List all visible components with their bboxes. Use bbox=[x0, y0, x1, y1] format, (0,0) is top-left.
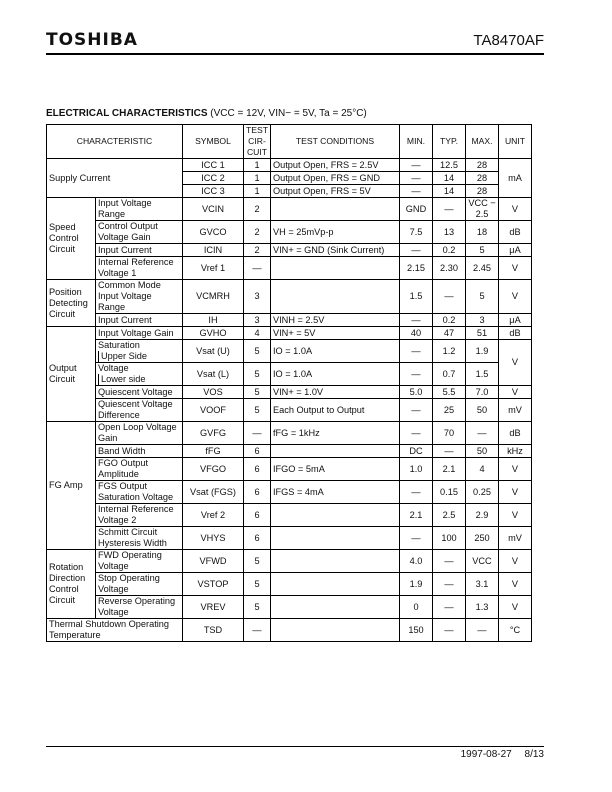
typ-cell: 5.5 bbox=[433, 386, 466, 399]
test-circuit-cell: 6 bbox=[244, 445, 271, 458]
typ-cell: — bbox=[433, 573, 466, 596]
test-circuit-cell: — bbox=[244, 422, 271, 445]
symbol-cell: Vref 2 bbox=[183, 504, 244, 527]
test-conditions-cell: IO = 1.0A bbox=[271, 340, 400, 363]
typ-cell: 25 bbox=[433, 399, 466, 422]
symbol-cell: GVFG bbox=[183, 422, 244, 445]
table-header-row bbox=[47, 125, 532, 159]
test-circuit-cell: 4 bbox=[244, 327, 271, 340]
min-cell: 4.0 bbox=[400, 550, 433, 573]
min-cell: — bbox=[400, 399, 433, 422]
table-row bbox=[47, 198, 532, 221]
min-cell: — bbox=[400, 159, 433, 172]
symbol-cell: Vsat (L) bbox=[183, 363, 244, 386]
footer-page: 8/13 bbox=[524, 749, 544, 760]
min-cell: 2.1 bbox=[400, 504, 433, 527]
max-cell: 50 bbox=[466, 399, 499, 422]
typ-cell: 0.7 bbox=[433, 363, 466, 386]
table-row bbox=[47, 619, 532, 642]
typ-cell: 47 bbox=[433, 327, 466, 340]
symbol-cell: IH bbox=[183, 314, 244, 327]
test-conditions-cell: VH = 25mVp-p bbox=[271, 221, 400, 244]
table-row bbox=[47, 257, 532, 280]
typ-cell: — bbox=[433, 550, 466, 573]
max-cell: 250 bbox=[466, 527, 499, 550]
test-conditions-cell: IO = 1.0A bbox=[271, 363, 400, 386]
min-cell: — bbox=[400, 172, 433, 185]
table-row bbox=[47, 221, 532, 244]
table-row bbox=[47, 527, 532, 550]
unit-cell: V bbox=[499, 198, 532, 221]
unit-cell: V bbox=[499, 481, 532, 504]
unit-cell: dB bbox=[499, 422, 532, 445]
symbol-cell: VCMRH bbox=[183, 280, 244, 314]
unit-cell: V bbox=[499, 386, 532, 399]
col-typ: TYP. bbox=[433, 125, 466, 159]
characteristic-cell: Schmitt Circuit Hysteresis Width bbox=[96, 527, 183, 550]
max-cell: 28 bbox=[466, 185, 499, 198]
symbol-cell: VFWD bbox=[183, 550, 244, 573]
col-min: MIN. bbox=[400, 125, 433, 159]
min-cell: 7.5 bbox=[400, 221, 433, 244]
typ-cell: 0.2 bbox=[433, 244, 466, 257]
characteristic-cell: Internal Reference Voltage 1 bbox=[96, 257, 183, 280]
test-circuit-cell: 1 bbox=[244, 159, 271, 172]
test-conditions-cell: fFG = 1kHz bbox=[271, 422, 400, 445]
test-conditions-cell bbox=[271, 527, 400, 550]
test-conditions-cell bbox=[271, 573, 400, 596]
symbol-cell: VHYS bbox=[183, 527, 244, 550]
typ-cell: — bbox=[433, 280, 466, 314]
typ-cell: 2.30 bbox=[433, 257, 466, 280]
col-characteristic: CHARACTERISTIC bbox=[47, 125, 183, 159]
test-circuit-cell: 5 bbox=[244, 399, 271, 422]
min-cell: — bbox=[400, 314, 433, 327]
min-cell: — bbox=[400, 422, 433, 445]
characteristic-cell: Input Current bbox=[96, 244, 183, 257]
typ-cell: 12.5 bbox=[433, 159, 466, 172]
test-conditions-cell: IFGS = 4mA bbox=[271, 481, 400, 504]
max-cell: 18 bbox=[466, 221, 499, 244]
min-cell: 1.5 bbox=[400, 280, 433, 314]
test-circuit-cell: 2 bbox=[244, 244, 271, 257]
test-circuit-cell: 6 bbox=[244, 458, 271, 481]
characteristic-cell: Input Voltage Range bbox=[96, 198, 183, 221]
test-conditions-cell: VINH = 2.5V bbox=[271, 314, 400, 327]
test-circuit-cell: 6 bbox=[244, 527, 271, 550]
characteristic-cell: Open Loop Voltage Gain bbox=[96, 422, 183, 445]
symbol-cell: fFG bbox=[183, 445, 244, 458]
max-cell: 2.9 bbox=[466, 504, 499, 527]
table-row bbox=[47, 280, 532, 314]
max-cell: VCC − 2.5 bbox=[466, 198, 499, 221]
typ-cell: 2.1 bbox=[433, 458, 466, 481]
col-symbol: SYMBOL bbox=[183, 125, 244, 159]
group-label: Rotation Direction Control Circuit bbox=[47, 550, 96, 619]
table-row bbox=[47, 399, 532, 422]
typ-cell: — bbox=[433, 596, 466, 619]
test-conditions-cell bbox=[271, 280, 400, 314]
table-row bbox=[47, 481, 532, 504]
symbol-cell: Vsat (U) bbox=[183, 340, 244, 363]
min-cell: 1.9 bbox=[400, 573, 433, 596]
characteristic-cell: FGO Output Amplitude bbox=[96, 458, 183, 481]
test-conditions-cell: Output Open, FRS = GND bbox=[271, 172, 400, 185]
characteristic-cell: Input Current bbox=[96, 314, 183, 327]
max-cell: 3.1 bbox=[466, 573, 499, 596]
col-test-circuit: TEST CIR-CUIT bbox=[244, 125, 271, 159]
test-conditions-cell: IFGO = 5mA bbox=[271, 458, 400, 481]
symbol-cell: Vref 1 bbox=[183, 257, 244, 280]
section-title bbox=[46, 108, 367, 119]
characteristic-cell: Stop Operating Voltage bbox=[96, 573, 183, 596]
characteristic-cell bbox=[96, 363, 183, 386]
min-cell: — bbox=[400, 527, 433, 550]
typ-cell: — bbox=[433, 445, 466, 458]
test-circuit-cell: 2 bbox=[244, 198, 271, 221]
group-label: FG Amp bbox=[47, 422, 96, 550]
test-conditions-cell: Output Open, FRS = 2.5V bbox=[271, 159, 400, 172]
test-circuit-cell: 3 bbox=[244, 280, 271, 314]
min-cell: — bbox=[400, 363, 433, 386]
unit-cell: mV bbox=[499, 527, 532, 550]
test-circuit-cell: 5 bbox=[244, 573, 271, 596]
table-row bbox=[47, 422, 532, 445]
typ-cell: 1.2 bbox=[433, 340, 466, 363]
symbol-cell: VSTOP bbox=[183, 573, 244, 596]
table-row bbox=[47, 314, 532, 327]
max-cell: — bbox=[466, 619, 499, 642]
company-logo: TOSHIBA bbox=[46, 30, 138, 50]
table-row bbox=[47, 504, 532, 527]
table-row bbox=[47, 244, 532, 257]
max-cell: 4 bbox=[466, 458, 499, 481]
characteristic-cell: Input Voltage Gain bbox=[96, 327, 183, 340]
col-max: MAX. bbox=[466, 125, 499, 159]
characteristic-cell: Quiescent Voltage Difference bbox=[96, 399, 183, 422]
table-row bbox=[47, 573, 532, 596]
symbol-cell: VFGO bbox=[183, 458, 244, 481]
section-title-conditions: (VCC = 12V, VIN− = 5V, Ta = 25°C) bbox=[210, 108, 367, 119]
test-conditions-cell: Each Output to Output bbox=[271, 399, 400, 422]
unit-cell: dB bbox=[499, 327, 532, 340]
unit-cell: μA bbox=[499, 314, 532, 327]
max-cell: VCC bbox=[466, 550, 499, 573]
min-cell: 1.0 bbox=[400, 458, 433, 481]
unit-cell: kHz bbox=[499, 445, 532, 458]
unit-cell: V bbox=[499, 573, 532, 596]
min-cell: — bbox=[400, 481, 433, 504]
symbol-cell: GVCO bbox=[183, 221, 244, 244]
unit-cell: V bbox=[499, 504, 532, 527]
test-circuit-cell: 5 bbox=[244, 363, 271, 386]
unit-cell: V bbox=[499, 340, 532, 386]
unit-cell: dB bbox=[499, 221, 532, 244]
symbol-cell: VCIN bbox=[183, 198, 244, 221]
characteristic-cell: Control Output Voltage Gain bbox=[96, 221, 183, 244]
typ-cell: 0.15 bbox=[433, 481, 466, 504]
typ-cell: 0.2 bbox=[433, 314, 466, 327]
min-cell: 5.0 bbox=[400, 386, 433, 399]
test-circuit-cell: 6 bbox=[244, 504, 271, 527]
symbol-cell: Vsat (FGS) bbox=[183, 481, 244, 504]
max-cell: 5 bbox=[466, 244, 499, 257]
test-circuit-cell: — bbox=[244, 257, 271, 280]
test-circuit-cell: 2 bbox=[244, 221, 271, 244]
symbol-cell: VOOF bbox=[183, 399, 244, 422]
group-label: Thermal Shutdown Operating Temperature bbox=[47, 619, 183, 642]
symbol-cell: ICIN bbox=[183, 244, 244, 257]
unit-cell: °C bbox=[499, 619, 532, 642]
test-circuit-cell: 1 bbox=[244, 172, 271, 185]
table-row bbox=[47, 386, 532, 399]
unit-cell: V bbox=[499, 257, 532, 280]
table-row bbox=[47, 458, 532, 481]
symbol-cell: VOS bbox=[183, 386, 244, 399]
group-label: Output Circuit bbox=[47, 327, 96, 422]
min-cell: 2.15 bbox=[400, 257, 433, 280]
symbol-cell: GVHO bbox=[183, 327, 244, 340]
test-circuit-cell: 3 bbox=[244, 314, 271, 327]
characteristic-cell: Band Width bbox=[96, 445, 183, 458]
table-row bbox=[47, 327, 532, 340]
page-footer bbox=[451, 749, 544, 760]
characteristic-label: Saturation bbox=[98, 340, 140, 350]
typ-cell: 14 bbox=[433, 172, 466, 185]
unit-cell: mV bbox=[499, 399, 532, 422]
unit-cell: μA bbox=[499, 244, 532, 257]
symbol-cell: TSD bbox=[183, 619, 244, 642]
max-cell: 0.25 bbox=[466, 481, 499, 504]
min-cell: 0 bbox=[400, 596, 433, 619]
table-row bbox=[47, 445, 532, 458]
unit-cell: V bbox=[499, 280, 532, 314]
test-conditions-cell bbox=[271, 619, 400, 642]
max-cell: 28 bbox=[466, 172, 499, 185]
max-cell: 1.3 bbox=[466, 596, 499, 619]
test-circuit-cell: 1 bbox=[244, 185, 271, 198]
characteristic-cell: Quiescent Voltage bbox=[96, 386, 183, 399]
max-cell: 50 bbox=[466, 445, 499, 458]
test-circuit-cell: 5 bbox=[244, 386, 271, 399]
symbol-cell: ICC 2 bbox=[183, 172, 244, 185]
characteristic-sublabel: Lower side bbox=[98, 374, 145, 385]
col-test-conditions: TEST CONDITIONS bbox=[271, 125, 400, 159]
symbol-cell: ICC 3 bbox=[183, 185, 244, 198]
footer-rule bbox=[46, 746, 544, 747]
min-cell: DC bbox=[400, 445, 433, 458]
typ-cell: 2.5 bbox=[433, 504, 466, 527]
col-unit: UNIT bbox=[499, 125, 532, 159]
characteristic-cell: Internal Reference Voltage 2 bbox=[96, 504, 183, 527]
max-cell: 3 bbox=[466, 314, 499, 327]
min-cell: — bbox=[400, 340, 433, 363]
table-row bbox=[47, 596, 532, 619]
typ-cell: 14 bbox=[433, 185, 466, 198]
test-circuit-cell: 5 bbox=[244, 340, 271, 363]
test-conditions-cell bbox=[271, 504, 400, 527]
characteristic-cell: Reverse Operating Voltage bbox=[96, 596, 183, 619]
part-number: TA8470AF bbox=[473, 32, 544, 49]
min-cell: 40 bbox=[400, 327, 433, 340]
max-cell: 51 bbox=[466, 327, 499, 340]
unit-cell: mA bbox=[499, 159, 532, 198]
unit-cell: V bbox=[499, 458, 532, 481]
group-label: Position Detecting Circuit bbox=[47, 280, 96, 327]
min-cell: GND bbox=[400, 198, 433, 221]
unit-cell: V bbox=[499, 596, 532, 619]
min-cell: — bbox=[400, 244, 433, 257]
test-conditions-cell bbox=[271, 257, 400, 280]
symbol-cell: VREV bbox=[183, 596, 244, 619]
test-conditions-cell bbox=[271, 198, 400, 221]
test-circuit-cell: 5 bbox=[244, 550, 271, 573]
max-cell: 1.5 bbox=[466, 363, 499, 386]
characteristic-cell: FWD Operating Voltage bbox=[96, 550, 183, 573]
max-cell: 1.9 bbox=[466, 340, 499, 363]
max-cell: 2.45 bbox=[466, 257, 499, 280]
min-cell: — bbox=[400, 185, 433, 198]
group-label: Supply Current bbox=[47, 159, 183, 198]
characteristic-cell: FGS Output Saturation Voltage bbox=[96, 481, 183, 504]
group-label: Speed Control Circuit bbox=[47, 198, 96, 280]
table-row bbox=[47, 550, 532, 573]
footer-date: 1997-08-27 bbox=[460, 749, 512, 760]
test-conditions-cell: VIN+ = GND (Sink Current) bbox=[271, 244, 400, 257]
table-row bbox=[47, 159, 532, 172]
characteristic-label: Voltage bbox=[98, 363, 129, 373]
test-circuit-cell: 5 bbox=[244, 596, 271, 619]
min-cell: 150 bbox=[400, 619, 433, 642]
max-cell: — bbox=[466, 422, 499, 445]
test-conditions-cell bbox=[271, 445, 400, 458]
unit-cell: V bbox=[499, 550, 532, 573]
test-conditions-cell: VIN+ = 5V bbox=[271, 327, 400, 340]
max-cell: 5 bbox=[466, 280, 499, 314]
test-conditions-cell: Output Open, FRS = 5V bbox=[271, 185, 400, 198]
typ-cell: 13 bbox=[433, 221, 466, 244]
test-conditions-cell bbox=[271, 550, 400, 573]
section-title-main: ELECTRICAL CHARACTERISTICS bbox=[46, 108, 208, 119]
electrical-characteristics-table bbox=[46, 124, 532, 642]
max-cell: 28 bbox=[466, 159, 499, 172]
test-circuit-cell: 6 bbox=[244, 481, 271, 504]
table-row bbox=[47, 363, 532, 386]
symbol-cell: ICC 1 bbox=[183, 159, 244, 172]
header-rule bbox=[46, 53, 544, 55]
typ-cell: — bbox=[433, 619, 466, 642]
test-conditions-cell bbox=[271, 596, 400, 619]
max-cell: 7.0 bbox=[466, 386, 499, 399]
characteristic-cell bbox=[96, 340, 183, 363]
typ-cell: 70 bbox=[433, 422, 466, 445]
typ-cell: — bbox=[433, 198, 466, 221]
table-row bbox=[47, 340, 532, 363]
table-body bbox=[47, 159, 532, 642]
test-circuit-cell: — bbox=[244, 619, 271, 642]
characteristic-cell: Common Mode Input Voltage Range bbox=[96, 280, 183, 314]
characteristic-sublabel: Upper Side bbox=[98, 351, 147, 362]
typ-cell: 100 bbox=[433, 527, 466, 550]
test-conditions-cell: VIN+ = 1.0V bbox=[271, 386, 400, 399]
